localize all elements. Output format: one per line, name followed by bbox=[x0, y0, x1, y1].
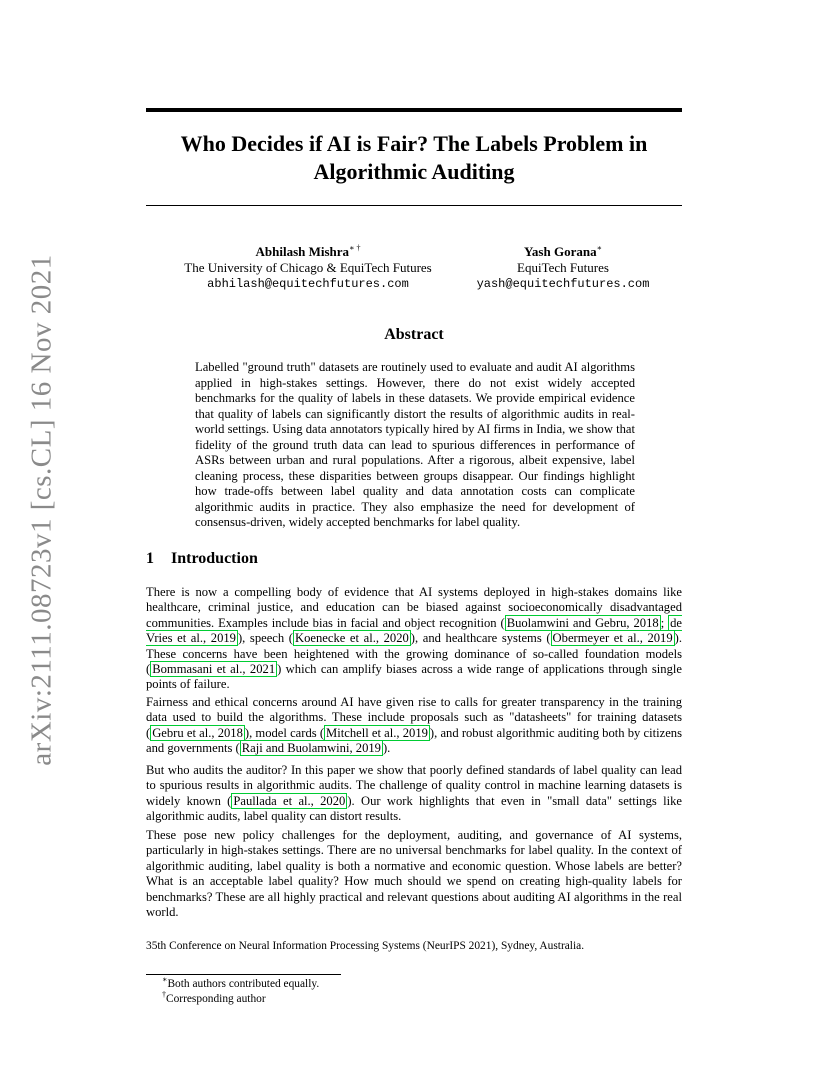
arxiv-identifier: arXiv:2111.08723v1 [cs.CL] 16 Nov 2021 bbox=[25, 254, 58, 766]
text-run: But who audits the auditor? In this paper we show that poorly defined standards of label quality can lead to spurious results in algorithmic audits. The challenge of quality control in machine learning datasets is widely known ( bbox=[146, 763, 682, 808]
footnote-text: Corresponding author bbox=[166, 993, 266, 1005]
author-marks: ∗ † bbox=[349, 243, 361, 253]
text-run: ), and healthcare systems ( bbox=[410, 631, 551, 646]
abstract-heading: Abstract bbox=[384, 326, 444, 343]
paper-title: Who Decides if AI is Fair? The Labels Problem in Algorithmic Auditing bbox=[180, 131, 648, 184]
footnote-text: Both authors contributed equally. bbox=[167, 978, 320, 990]
citation-link[interactable]: Mitchell et al., 2019 bbox=[326, 725, 428, 740]
citation-link[interactable]: Bommasani et al., 2021 bbox=[152, 662, 276, 677]
text-run: There is now a compelling body of evidence that AI systems deployed in high-stakes domains like healthcare, criminal justice, and education can be biased against socioeconomically disadvantaged communities. Examples include bias in facial and object recognition ( bbox=[146, 585, 682, 630]
author-marks: ∗ bbox=[596, 243, 603, 253]
author-affiliation: The University of Chicago & EquiTech Futures bbox=[184, 260, 432, 275]
text-run: ; bbox=[660, 615, 669, 630]
abstract-body: Labelled "ground truth" datasets are routinely used to evaluate and audit AI algorithms applied in high-stakes settings. However, there do not exist widely accepted benchmarks for the quality of labels in these datasets. We provide empirical evidence that quality of labels can significantly distort the results of algorithmic audits in real-world settings. Using data annotators typically hired by AI firms in India, we show that fidelity of the ground truth data can lead to spurious differences in performance of ASRs between urban and rural populations. After a rigorous, albeit expensive, label cleaning process, these disparities between groups disappear. Our findings highlight how trade-offs between label quality and data annotation costs can complicate algorithmic audits in practice. They also emphasize the need for development of consensus-driven, widely accepted benchmarks for label quality. bbox=[195, 360, 635, 529]
intro-paragraph-1 bbox=[146, 585, 682, 693]
text-run: ), model cards ( bbox=[244, 725, 325, 740]
conference-note: 35th Conference on Neural Information Processing Systems (NeurIPS 2021), Sydney, Australia. bbox=[146, 940, 585, 952]
text-run: Fairness and ethical concerns around AI have given rise to calls for greater transparency in the training data used to build the algorithms. These include proposals such as "datasheets" for training datasets ( bbox=[146, 695, 682, 740]
citation-link[interactable]: Paullada et al., 2020 bbox=[233, 793, 346, 808]
text-run: ), and robust algorithmic auditing both by citizens and governments ( bbox=[146, 725, 682, 756]
section-title: Introduction bbox=[171, 550, 258, 567]
author-affiliation: EquiTech Futures bbox=[517, 260, 609, 275]
footnote-2 bbox=[162, 990, 266, 1005]
author-name: Abhilash Mishra bbox=[255, 244, 350, 259]
citation-link[interactable]: Buolamwini and Gebru, 2018 bbox=[506, 615, 659, 630]
footnote-rule bbox=[146, 974, 341, 975]
author-email[interactable]: abhilash@equitechfutures.com bbox=[207, 277, 409, 291]
title-bottom-rule bbox=[146, 205, 682, 206]
text-run: ), speech ( bbox=[237, 631, 293, 646]
text-run: ). bbox=[382, 741, 391, 756]
citation-link[interactable]: Koenecke et al., 2020 bbox=[294, 631, 409, 646]
author-block-1 bbox=[168, 244, 448, 292]
intro-paragraph-3 bbox=[146, 763, 682, 825]
text-run: ) which can amplify biases across a wide range of applications through single points of failure. bbox=[146, 662, 682, 692]
author-name: Yash Gorana bbox=[523, 244, 597, 259]
author-email[interactable]: yash@equitechfutures.com bbox=[476, 277, 650, 291]
text-run: ). Our work highlights that even in "small data" settings like algorithmic audits, label quality can distort results. bbox=[146, 793, 682, 824]
intro-paragraph-2 bbox=[146, 695, 682, 757]
footnote-1 bbox=[162, 975, 320, 990]
citation-link[interactable]: Obermeyer et al., 2019 bbox=[552, 631, 673, 646]
author-block-2 bbox=[468, 244, 658, 292]
footnote-mark: † bbox=[162, 990, 166, 1000]
title-top-rule bbox=[146, 108, 682, 112]
citation-link[interactable]: Raji and Buolamwini, 2019 bbox=[241, 741, 381, 756]
section-number: 1 bbox=[146, 550, 154, 567]
citation-link[interactable]: de Vries et al., 2019 bbox=[146, 615, 682, 646]
intro-paragraph-4: These pose new policy challenges for the deployment, auditing, and governance of AI systems, particularly in high-stakes settings. There are no universal benchmarks for label quality. In the context of algorithmic auditing, label quality is both a normative and economic question. Whose labels are better? What is an acceptable label quality? How much should we spend on creating high-quality labels for benchmarks? These are all highly practical and relevant questions about auditing AI algorithms in the real world. bbox=[146, 828, 682, 920]
text-run: ). These concerns have been heightened with the growing dominance of so-called foundation models ( bbox=[146, 631, 682, 677]
section-heading bbox=[146, 550, 258, 568]
citation-link[interactable]: Gebru et al., 2018 bbox=[152, 725, 243, 740]
arxiv-sidebar bbox=[22, 254, 62, 766]
footnote-mark: ∗ bbox=[162, 975, 168, 985]
